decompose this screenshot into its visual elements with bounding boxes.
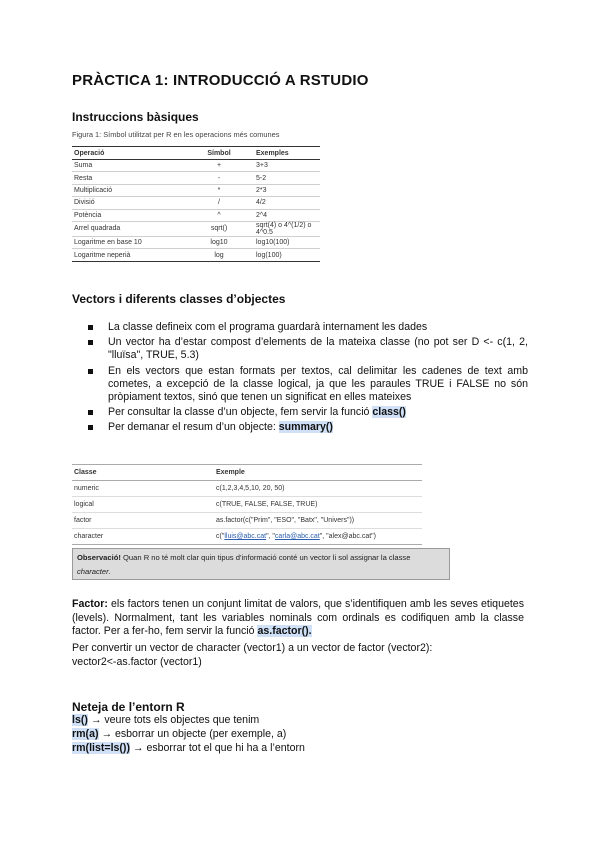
observation-italic: character bbox=[77, 567, 109, 576]
bullet-list bbox=[88, 321, 528, 437]
classes-table bbox=[72, 464, 422, 545]
table-cell: as.factor(c("Prim", "ESO", "Batx", "Univers")) bbox=[214, 513, 422, 529]
email-link[interactable]: lluis@abc.cat bbox=[224, 533, 267, 540]
table-row bbox=[72, 529, 422, 545]
table-cell: c(1,2,3,4,5,10, 20, 50) bbox=[214, 481, 422, 497]
table-row bbox=[72, 236, 320, 248]
command-desc: → esborrar tot el que hi ha a l’entorn bbox=[129, 742, 305, 754]
function-highlight: as.factor(). bbox=[257, 625, 312, 638]
table-cell: 5-2 bbox=[254, 172, 320, 184]
table-cell: log bbox=[184, 249, 254, 261]
table-row bbox=[72, 481, 422, 497]
bullet-square-icon bbox=[88, 369, 93, 374]
bullet-square-icon bbox=[88, 325, 93, 330]
bullet-square-icon bbox=[88, 410, 93, 415]
list-item bbox=[88, 421, 528, 434]
table-cell: Logaritme neperià bbox=[72, 249, 184, 261]
table-cell: / bbox=[184, 197, 254, 209]
table-row bbox=[72, 497, 422, 513]
column-header: Classe bbox=[72, 465, 214, 481]
list-item bbox=[88, 365, 528, 405]
email-link[interactable]: carla@abc.cat bbox=[274, 533, 320, 540]
table-cell: Arrel quadrada bbox=[72, 221, 184, 236]
table-cell: c(TRUE, FALSE, FALSE, TRUE) bbox=[214, 497, 422, 513]
table-cell: 3+3 bbox=[254, 160, 320, 172]
table-cell: factor bbox=[72, 513, 214, 529]
list-item bbox=[88, 321, 528, 334]
function-highlight: summary() bbox=[278, 421, 333, 434]
table-row bbox=[72, 197, 320, 209]
command-highlight: ls() bbox=[72, 714, 88, 726]
table-row bbox=[72, 221, 320, 236]
table-row bbox=[72, 184, 320, 196]
code-text: c(" bbox=[216, 533, 225, 540]
table-cell: 2^4 bbox=[254, 209, 320, 221]
section-heading-basics: Instruccions bàsiques bbox=[72, 110, 199, 124]
figure-caption: Figura 1: Símbol utilitzat per R en les operacions més comunes bbox=[72, 130, 280, 139]
operations-table bbox=[72, 146, 320, 262]
observation-box bbox=[72, 548, 450, 580]
list-item-text: Un vector ha d’estar compost d’elements de la mateixa classe (no pot ser D <- c(1, 2, "lluïsa", TRUE, 5.3) bbox=[108, 336, 528, 362]
list-item-text: La classe defineix com el programa guardarà internament les dades bbox=[108, 321, 428, 333]
list-item-text: En els vectors que estan formats per textos, cal delimitar les cadenes de text amb cometes, a excepció de la classe logical, ja que les paraules TRUE i FALSE no són pròpiament textos, sinó que tenen un significat en elles mateixes bbox=[108, 364, 528, 404]
table-cell: 2*3 bbox=[254, 184, 320, 196]
table-cell: Multiplicació bbox=[72, 184, 184, 196]
table-row bbox=[72, 513, 422, 529]
table-cell: logical bbox=[72, 497, 214, 513]
list-item-text: Per demanar el resum d’un objecte: bbox=[108, 421, 279, 434]
list-item-text: Per consultar la classe d’un objecte, fem servir la funció bbox=[108, 406, 373, 419]
factor-text: els factors tenen un conjunt limitat de valors, que s’identifiquen amb les seves etiquetes (levels). Normalment, tant les variables nominals com ordinals es codifiquen amb la classe factor. Per a fer-ho, fem servir la funció bbox=[72, 598, 524, 638]
cleanup-item bbox=[72, 742, 305, 755]
observation-text: Quan R no té molt clar quin tipus d’informació conté un vector li sol assignar la classe bbox=[120, 553, 411, 562]
table-cell bbox=[214, 529, 422, 545]
table-header-row bbox=[72, 465, 422, 481]
bullet-square-icon bbox=[88, 340, 93, 345]
bullet-square-icon bbox=[88, 425, 93, 430]
table-header-row bbox=[72, 147, 320, 160]
table-cell: log10(100) bbox=[254, 236, 320, 248]
code-text: ", " bbox=[266, 533, 275, 540]
list-item bbox=[88, 336, 528, 362]
factor-label: Factor: bbox=[72, 598, 108, 610]
table-row bbox=[72, 209, 320, 221]
section-heading-cleanup: Neteja de l’entorn R bbox=[72, 700, 185, 714]
table-row bbox=[72, 160, 320, 172]
list-item bbox=[88, 406, 528, 419]
cleanup-item bbox=[72, 728, 286, 741]
table-cell: Suma bbox=[72, 160, 184, 172]
observation-end: . bbox=[108, 567, 111, 576]
table-row bbox=[72, 249, 320, 261]
table-cell: character bbox=[72, 529, 214, 545]
factor-convert-line: Per convertir un vector de character (vector1) a un vector de factor (vector2): bbox=[72, 642, 433, 654]
column-header: Exemples bbox=[254, 147, 320, 160]
table-cell: + bbox=[184, 160, 254, 172]
command-highlight: rm(a) bbox=[72, 728, 99, 740]
table-cell: - bbox=[184, 172, 254, 184]
command-desc: → esborrar un objecte (per exemple, a) bbox=[98, 728, 287, 740]
code-text: ", "alex@abc.cat") bbox=[319, 533, 376, 540]
table-cell: numeric bbox=[72, 481, 214, 497]
table-cell: Logaritme en base 10 bbox=[72, 236, 184, 248]
table-cell: Resta bbox=[72, 172, 184, 184]
function-highlight: class() bbox=[372, 406, 406, 419]
table-cell: sqrt(4) o 4^(1/2) o 4^0.5 bbox=[254, 221, 320, 236]
column-header: Operació bbox=[72, 147, 184, 160]
table-cell: Potència bbox=[72, 209, 184, 221]
table-cell: * bbox=[184, 184, 254, 196]
command-highlight: rm(list=ls()) bbox=[72, 742, 130, 754]
section-heading-vectors: Vectors i diferents classes d’objectes bbox=[72, 292, 286, 306]
table-cell: sqrt() bbox=[184, 221, 254, 236]
table-cell: log(100) bbox=[254, 249, 320, 261]
factor-paragraph bbox=[72, 598, 524, 639]
factor-code-line: vector2<-as.factor (vector1) bbox=[72, 656, 202, 668]
table-row bbox=[72, 172, 320, 184]
cleanup-item bbox=[72, 714, 259, 727]
table-cell: ^ bbox=[184, 209, 254, 221]
table-cell: Divisió bbox=[72, 197, 184, 209]
table-cell: log10 bbox=[184, 236, 254, 248]
column-header: Exemple bbox=[214, 465, 422, 481]
column-header: Símbol bbox=[184, 147, 254, 160]
table-cell: 4/2 bbox=[254, 197, 320, 209]
observation-label: Observació! bbox=[77, 553, 121, 562]
page-title: PRÀCTICA 1: INTRODUCCIÓ A RSTUDIO bbox=[72, 72, 369, 89]
command-desc: → veure tots els objectes que tenim bbox=[87, 714, 260, 726]
